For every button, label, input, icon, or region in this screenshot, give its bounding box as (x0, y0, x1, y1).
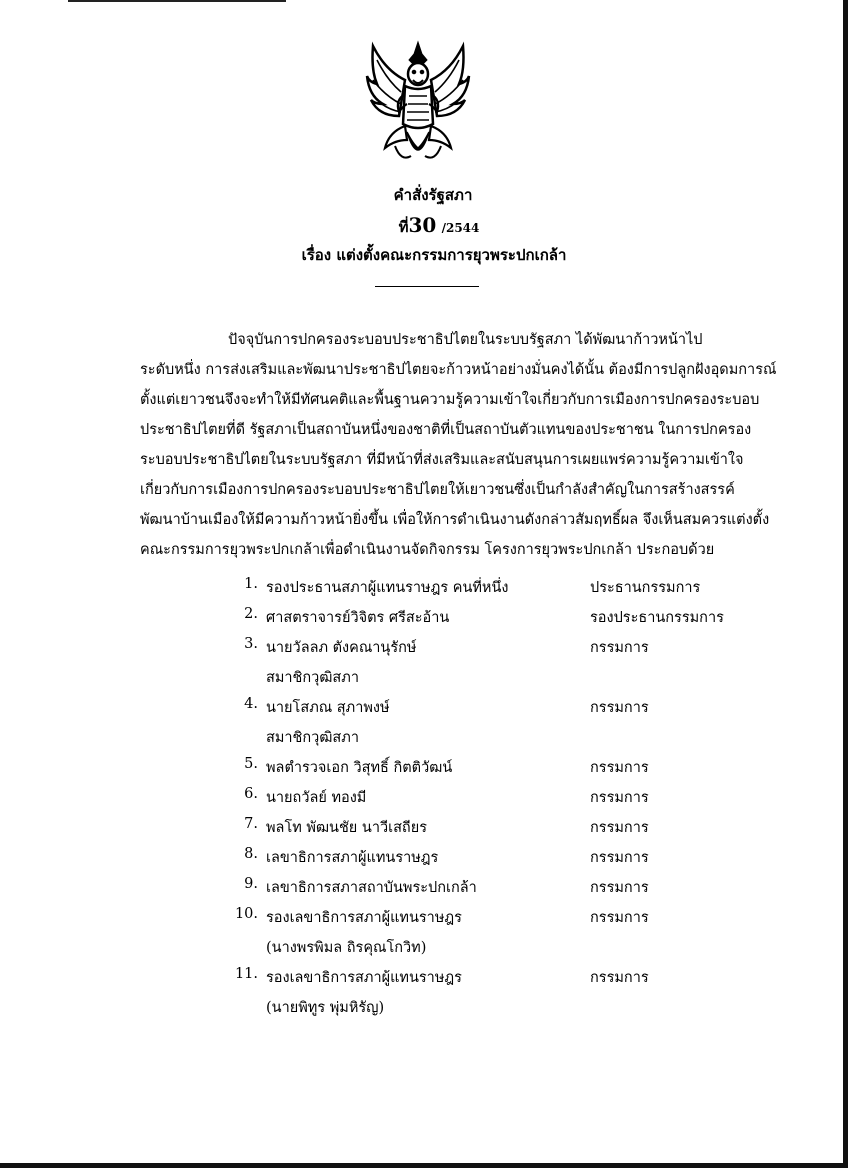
member-name: เลขาธิการสภาสถาบันพระปกเกล้า (266, 880, 477, 896)
member-number: 7. (244, 816, 258, 832)
body-line: ระดับหนึ่ง การส่งเสริมและพัฒนาประชาธิปไตยจะก้าวหน้าอย่างมั่นคงได้นั้น ต้องมีการปลูกฝังอุดมการณ์ (140, 362, 777, 378)
member-role: กรรมการ (590, 790, 649, 806)
member-person: (นายพิทูร พุ่มหิรัญ) (266, 1000, 385, 1016)
member-number: 4. (244, 696, 258, 712)
body-line: คณะกรรมการยุวพระปกเกล้าเพื่อดำเนินงานจัดกิจกรรม โครงการยุวพระปกเกล้า ประกอบด้วย (140, 542, 715, 558)
member-role: กรรมการ (590, 760, 649, 776)
member-number: 2. (244, 606, 258, 622)
member-role: กรรมการ (590, 640, 649, 656)
member-role: รองประธานกรรมการ (590, 610, 724, 626)
member-number: 9. (244, 876, 258, 892)
member-affiliation: สมาชิกวุฒิสภา (266, 670, 359, 686)
order-number-prefix: ที่ (398, 218, 409, 236)
page-edge-right (843, 0, 848, 1168)
member-name: นายวัลลภ ตังคณานุรักษ์ (266, 640, 417, 656)
order-number (0, 213, 848, 239)
member-role: กรรมการ (590, 970, 649, 986)
body-line: ระบอบประชาธิปไตยในระบบรัฐสภา ที่มีหน้าที่ส่งเสริมและสนับสนุนการเผยแพร่ความรู้ความเข้าใจ (140, 452, 744, 468)
member-role: กรรมการ (590, 850, 649, 866)
member-number: 11. (234, 966, 258, 982)
member-role: กรรมการ (590, 820, 649, 836)
member-role: กรรมการ (590, 910, 649, 926)
member-role: ประธานกรรมการ (590, 580, 701, 596)
member-name: พลตำรวจเอก วิสุทธิ์ กิตติวัฒน์ (266, 760, 453, 776)
order-subject: เรื่อง แต่งตั้งคณะกรรมการยุวพระปกเกล้า (301, 246, 567, 264)
member-name: รองเลขาธิการสภาผู้แทนราษฎร (266, 970, 462, 986)
order-number-value: 30 (408, 213, 437, 237)
page-edge-bottom (0, 1163, 848, 1168)
member-number: 3. (244, 636, 258, 652)
member-number: 8. (244, 846, 258, 862)
member-name: รองประธานสภาผู้แทนราษฎร คนที่หนึ่ง (266, 580, 509, 596)
member-person: (นางพรพิมล ถิรคุณโกวิท) (266, 940, 427, 956)
body-line: ตั้งแต่เยาวชนจึงจะทำให้มีทัศนคติและพื้นฐานความรู้ความเข้าใจเกี่ยวกับการเมืองการปกครองระบอบ (140, 392, 760, 408)
member-number: 1. (244, 576, 258, 592)
member-number: 6. (244, 786, 258, 802)
member-name: พลโท พัฒนชัย นาวีเสถียร (266, 820, 427, 836)
member-name: เลขาธิการสภาผู้แทนราษฎร (266, 850, 439, 866)
body-line: ปัจจุบันการปกครองระบอบประชาธิปไตยในระบบรัฐสภา ได้พัฒนาก้าวหน้าไป (228, 332, 703, 348)
body-line: พัฒนาบ้านเมืองให้มีความก้าวหน้ายิ่งขึ้น เพื่อให้การดำเนินงานดังกล่าวสัมฤทธิ์ผล จึงเห็นสมควรแต่งตั้ง (140, 512, 770, 528)
order-title: คำสั่งรัฐสภา (393, 186, 473, 204)
member-affiliation: สมาชิกวุฒิสภา (266, 730, 359, 746)
garuda-emblem-icon (365, 40, 471, 170)
member-name: ศาสตราจารย์วิจิตร ศรีสะอ้าน (266, 610, 450, 626)
member-number: 5. (244, 756, 258, 772)
member-name: รองเลขาธิการสภาผู้แทนราษฎร (266, 910, 462, 926)
member-name: นายถวัลย์ ทองมี (266, 790, 367, 806)
member-role: กรรมการ (590, 880, 649, 896)
body-line: เกี่ยวกับการเมืองการปกครองระบอบประชาธิปไตยให้เยาวชนซึ่งเป็นกำลังสำคัญในการสร้างสรรค์ (140, 482, 735, 498)
body-line: ประชาธิปไตยที่ดี รัฐสภาเป็นสถาบันหนึ่งของชาติที่เป็นสถาบันตัวแทนของประชาชน ในการปกครอง (140, 422, 752, 438)
order-year: /2544 (441, 221, 480, 235)
member-role: กรรมการ (590, 700, 649, 716)
header-divider (375, 286, 479, 287)
top-rule (68, 0, 286, 2)
member-number: 10. (234, 906, 258, 922)
member-name: นายโสภณ สุภาพงษ์ (266, 700, 390, 716)
